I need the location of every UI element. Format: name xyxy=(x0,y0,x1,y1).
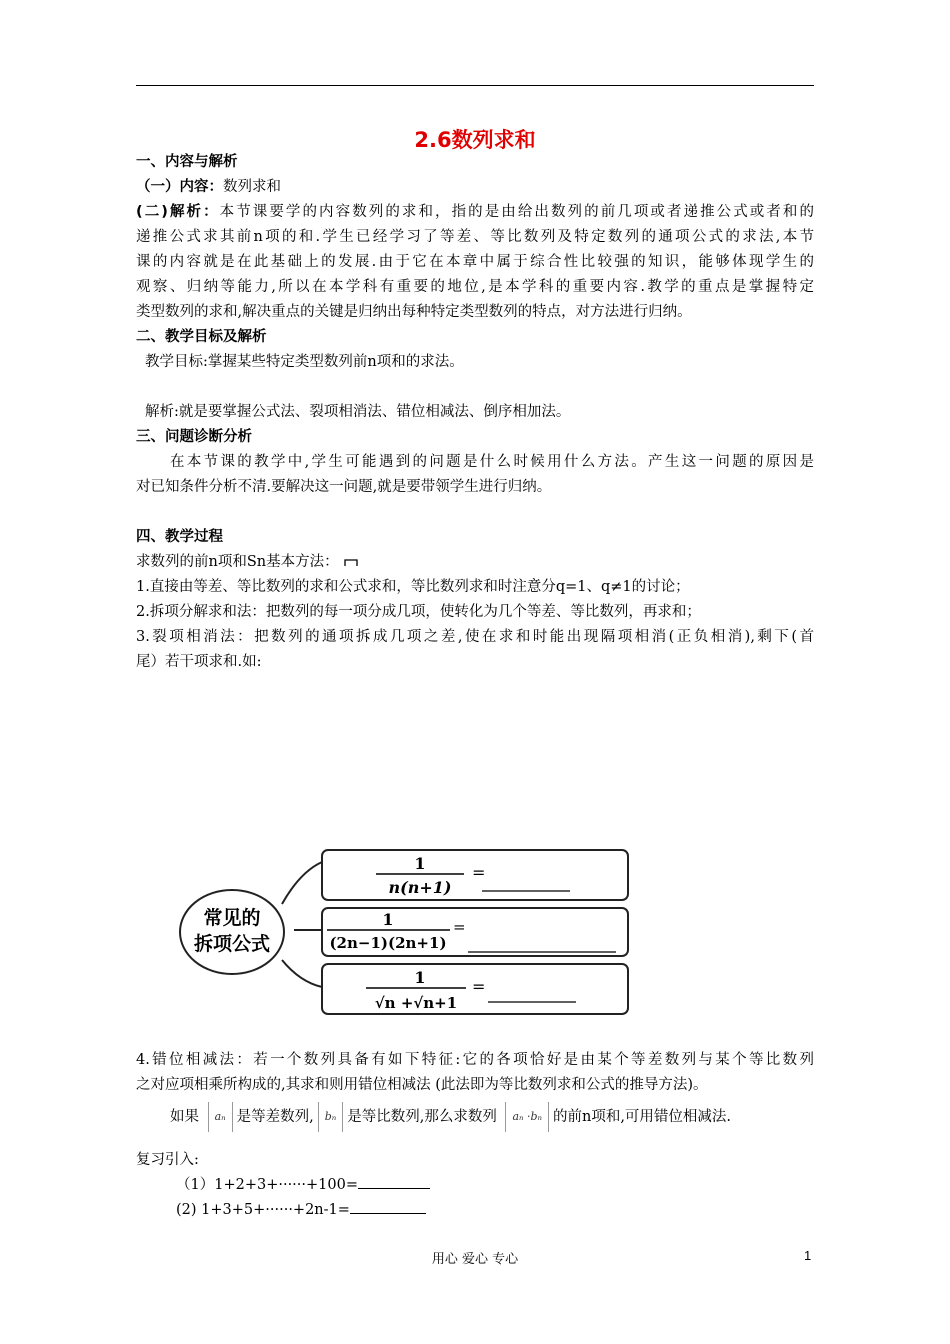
review-item-2: (2) 1+3+5+······+2n-1= xyxy=(176,1199,854,1220)
formula-1-numerator: 1 xyxy=(414,854,426,873)
review-blank-1 xyxy=(358,1174,430,1189)
footer-slogan: 用心 爱心 专心 xyxy=(431,1252,519,1267)
method-3-line-1: 3.裂项相消法：把数列的通项拆成几项之差,使在求和时能出现隔项相消(正负相消),剩下(首 xyxy=(136,629,814,645)
center-label-2: 拆项公式 xyxy=(193,933,271,955)
analysis-label: (二)解析： xyxy=(136,204,220,220)
page-number: 1 xyxy=(804,1248,812,1263)
bracket-glyph-icon xyxy=(343,556,359,568)
formula-1-equals: = xyxy=(472,863,486,882)
method-2: 2.拆项分解求和法：把数列的每一项分成几项，使转化为几个等差、等比数列，再求和； xyxy=(136,604,701,620)
split-term-diagram xyxy=(170,842,640,1022)
section-3-heading: 三、问题诊断分析 xyxy=(136,429,252,445)
center-ellipse xyxy=(180,890,284,974)
center-label-1: 常见的 xyxy=(203,907,261,929)
method-1: 1.直接由等差、等比数列的求和公式求和，等比数列求和时注意分q=1、q≠1的讨论； xyxy=(136,579,690,595)
review-heading: 复习引入: xyxy=(136,1152,199,1168)
review-blank-2 xyxy=(350,1199,426,1214)
if-sentence: 如果 aₙ 是等差数列, bₙ 是等比数列,那么求数列 aₙ ·bₙ 的前n项和,可用错位相减法. xyxy=(170,1102,848,1132)
method-4-line-2: 之对应项相乘所构成的,其求和则用错位相减法 (此法即为等比数列求和公式的推导方法)。 xyxy=(136,1077,708,1093)
analysis-line-2: 递推公式求其前n项的和.学生已经学习了等差、等比数列及特定数列的通项公式的求法,本节 xyxy=(136,229,814,245)
sequence-b-n: bₙ xyxy=(318,1102,344,1132)
goal-analysis: 解析:就是要掌握公式法、裂项相消法、错位相减法、倒序相加法。 xyxy=(145,404,571,420)
content-value: 数列求和 xyxy=(223,179,281,195)
formula-3-denominator: √n +√n+1 xyxy=(374,994,458,1012)
section-1-heading: 一、内容与解析 xyxy=(136,154,238,170)
connector-top xyxy=(282,862,322,904)
teaching-goal: 教学目标:掌握某些特定类型数列前n项和的求法。 xyxy=(145,354,464,370)
diagnosis-line-2: 对已知条件分析不清.要解决这一问题,就是要带领学生进行归纳。 xyxy=(136,479,552,495)
analysis-line-4: 观察、归纳等能力,所以在本学科有重要的地位,是本学科的重要内容.教学的重点是掌握特定 xyxy=(136,279,814,295)
analysis-line-3: 课的内容就是在此基础上的发展.由于它在本章中属于综合性比较强的知识，能够体现学生的 xyxy=(136,254,814,270)
sequence-a-n-b-n: aₙ ·bₙ xyxy=(505,1102,549,1132)
content-line xyxy=(136,177,814,197)
formula-3-numerator: 1 xyxy=(414,968,426,987)
method-3-line-2: 尾）若干项求和.如: xyxy=(136,654,262,670)
diagnosis-line-1: 在本节课的教学中,学生可能遇到的问题是什么时候用什么方法。产生这一问题的原因是 xyxy=(170,454,814,470)
formula-2-equals: = xyxy=(453,918,466,936)
page-title: 2.6数列求和 xyxy=(414,128,536,152)
analysis-line-1: (二)解析：本节课要学的内容数列的求和，指的是由给出数列的前几项或者递推公式或者和的 xyxy=(136,204,814,220)
formula-2-denominator: (2n−1)(2n+1) xyxy=(329,934,447,952)
connector-bottom xyxy=(282,960,322,987)
content-label: （一）内容： xyxy=(136,179,223,195)
section-2-heading: 二、教学目标及解析 xyxy=(136,329,267,345)
header-rule xyxy=(136,85,814,86)
formula-1-denominator: n(n+1) xyxy=(388,878,452,897)
sequence-a-n: aₙ xyxy=(208,1102,233,1132)
section-4-heading: 四、教学过程 xyxy=(136,529,223,545)
formula-3-equals: = xyxy=(472,977,486,996)
methods-intro: 求数列的前n项和Sn基本方法： xyxy=(136,552,814,572)
review-item-1: （1）1+2+3+······+100= xyxy=(176,1174,854,1195)
formula-2-numerator: 1 xyxy=(382,910,394,929)
method-4-line-1: 4.错位相减法：若一个数列具备有如下特征:它的各项恰好是由某个等差数列与某个等比数列 xyxy=(136,1052,814,1068)
analysis-line-5: 类型数列的求和,解决重点的关键是归纳出每种特定类型数列的特点，对方法进行归纳。 xyxy=(136,304,692,320)
